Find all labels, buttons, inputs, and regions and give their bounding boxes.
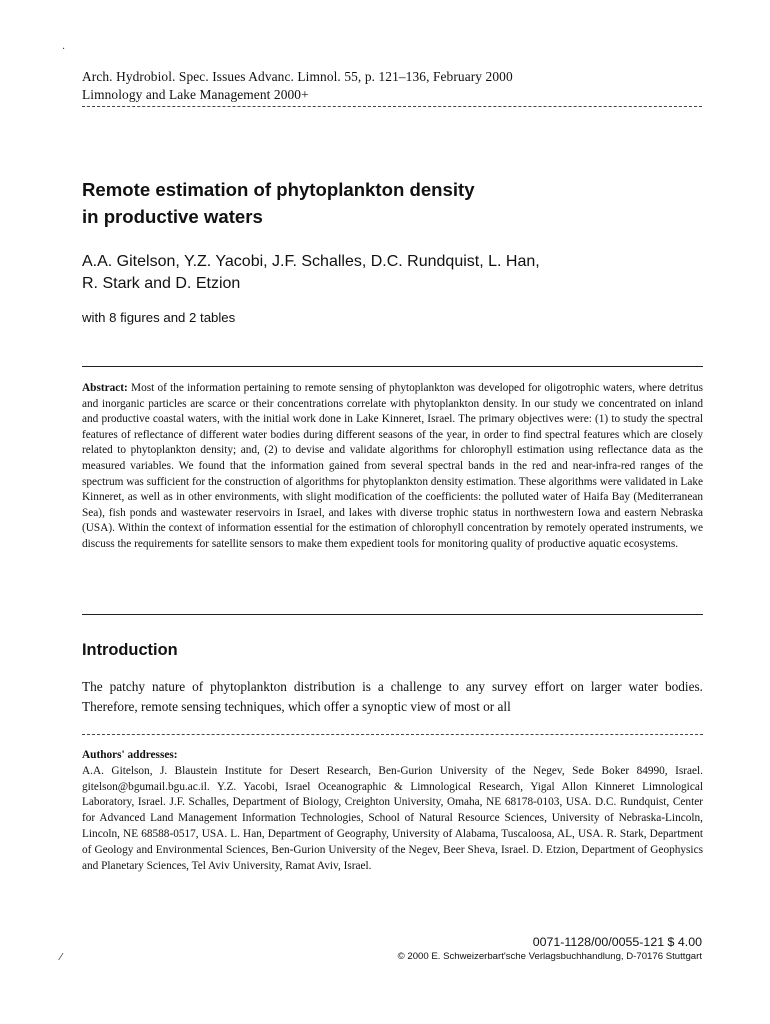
abstract-text: Most of the information pertaining to remote sensing of phytoplankton was developed for oligotrophic waters, where detritus and inorganic particles are scarce or their concentrations correlate with phytoplankton density. In our study we concentrated on inland and productive coastal waters, with the initial work done in Lake Kinneret, Israel. The primary objectives were: (1) to study the spectral features of reflectance of different water bodies during different seasons of the year, in order to find spectral features which are closely related to phytoplankton density; and, (2) to devise and validate algorithms for chlorophyll estimation using reflectance data as the measured variables. We found that the information gained from several spectral bands in the red and near-infra-red ranges of the spectrum was sufficient for the construction of algorithms for phytoplankton density estimation. These algorithms were validated in Lake Kinneret, as well as in other environments, with slight modification of the coefficients: the polluted water of Haifa Bay (Mediterranean Sea), fish ponds and wastewater reservoirs in Israel, and lakes with diverse trophic status in northwestern Iowa and eastern Nebraska (USA). Within the context of information essential for the estimation of chlorophyll concentration by remotely operated instruments, we discuss the requirements for satellite sensors to make them expedient tools for monitoring quality of productive aquatic ecosystems. [82,382,703,550]
section-heading: Introduction [82,641,178,659]
scan-speck: ⁄ [60,952,62,963]
abstract-bottom-rule [82,614,703,615]
journal-citation: Arch. Hydrobiol. Spec. Issues Advanc. Limnol. 55, p. 121–136, February 2000 [82,69,513,84]
publisher-copyright: © 2000 E. Schweizerbart'sche Verlagsbuchhandlung, D-70176 Stuttgart [397,951,702,962]
header-rule [82,106,702,107]
intro-paragraph: The patchy nature of phytoplankton distribution is a challenge to any survey effort on larger water bodies. Therefore, remote sensing techniques, which offer a synoptic view of most or all [82,679,703,714]
scan-speck: · [62,44,66,55]
authors-line-2: R. Stark and D. Etzion [82,274,241,292]
issn-price-code: 0071-1128/00/0055-121 $ 4.00 [532,935,702,949]
abstract-top-rule [82,366,703,367]
footnote-rule [82,734,703,735]
title-line-2: in productive waters [82,206,263,227]
abstract [82,381,703,553]
addresses-label: Authors' addresses: [82,749,178,761]
addresses-text: A.A. Gitelson, J. Blaustein Institute for Desert Research, Ben-Gurion University of the Negev, Sede Boker 84990, Israel. gitelson@bgumail.bgu.ac.il. Y.Z. Yacobi, Israel Oceanographic & Limnological Research, Yigal Allon Kinneret Limnological Laboratory, Israel. J.F. Schalles, Department of Biology, Creighton University, Omaha, NE 68178-0103, USA. D.C. Rundquist, Center for Advanced Land Management Information Technologies, School of Natural Resource Sciences, University of Nebraska-Lincoln, Lincoln, NE 68588-0517, USA. L. Han, Department of Geography, University of Alabama, Tuscaloosa, AL, USA. R. Stark, Department of Geology and Environmental Sciences, Ben-Gurion University of the Negev, Beer Sheva, Israel. D. Etzion, Department of Geophysics and Planetary Sciences, Tel Aviv University, Ramat Aviv, Israel. [82,764,703,872]
journal-header [82,68,702,104]
abstract-label: Abstract: [82,382,128,394]
figures-note: with 8 figures and 2 tables [82,310,236,325]
article-title [82,176,702,230]
author-list [82,251,702,294]
journal-series: Limnology and Lake Management 2000+ [82,87,309,102]
authors-line-1: A.A. Gitelson, Y.Z. Yacobi, J.F. Schalles, D.C. Rundquist, L. Han, [82,253,540,270]
authors-addresses [82,748,703,874]
title-line-1: Remote estimation of phytoplankton density [82,179,475,200]
